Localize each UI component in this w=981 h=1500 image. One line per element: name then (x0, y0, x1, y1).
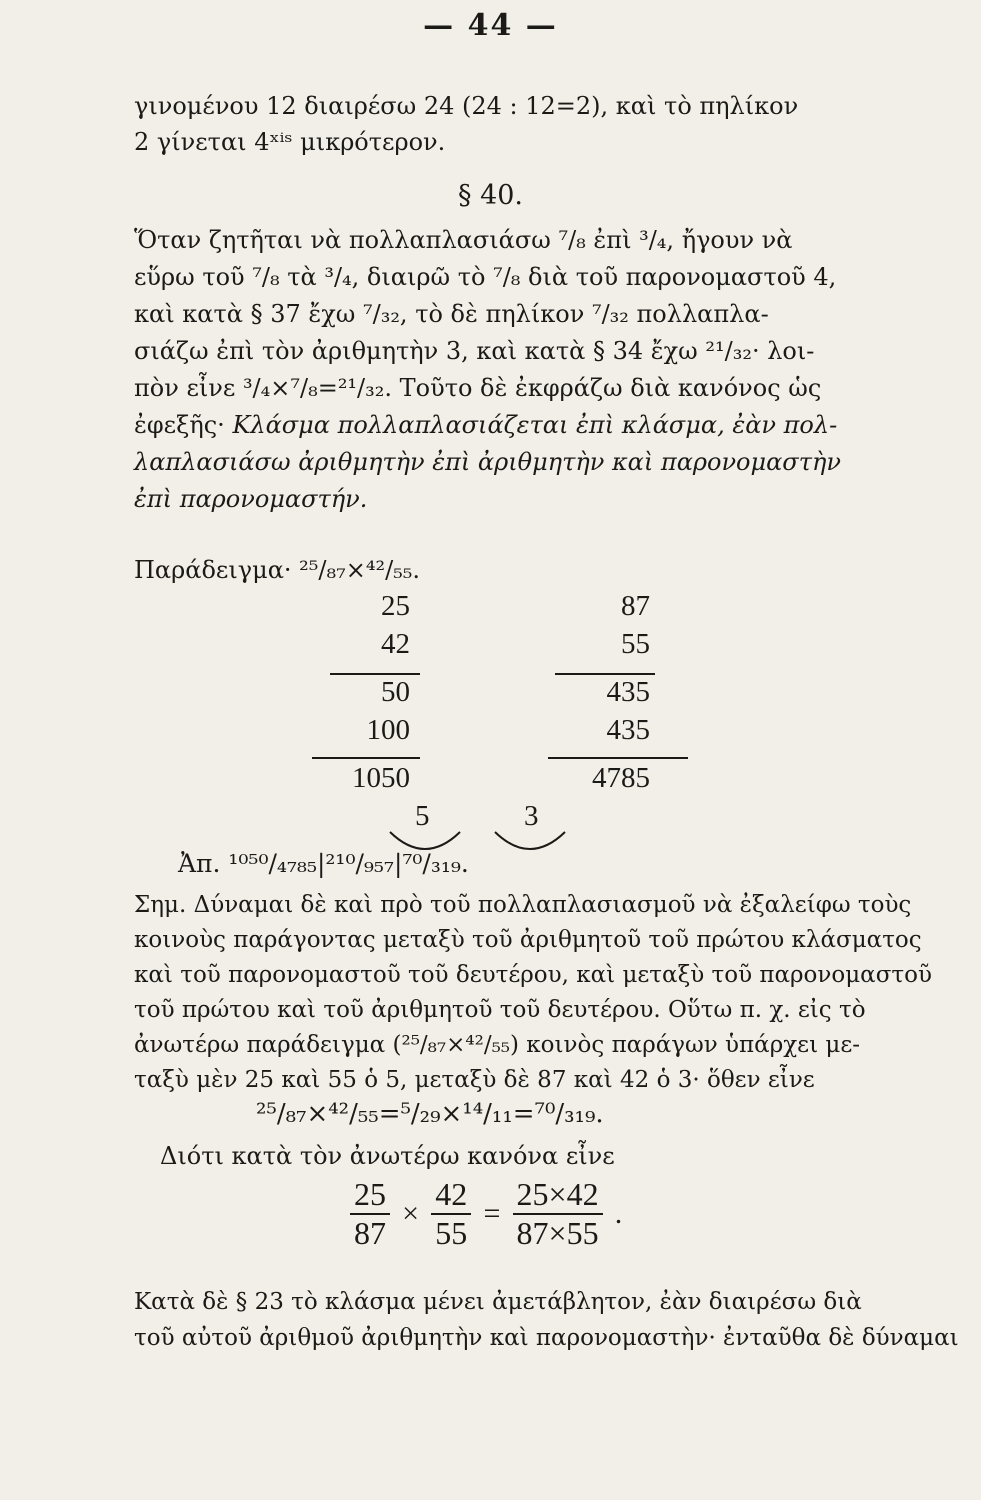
rule-line (134, 407, 914, 444)
text-line: γινομένου 12 διαιρέσω 24 (24 : 12=2), καὶ τὸ πηλίκον (134, 92, 799, 120)
text-line: ταξὺ μὲν 25 καὶ 55 ὁ 5, μεταξὺ δὲ 87 καὶ 42 ὁ 3· ὅθεν εἶνε (134, 1067, 815, 1093)
equals-sign: = (483, 1197, 501, 1230)
fraction-equation (350, 1176, 624, 1252)
work-rule (555, 673, 655, 675)
fraction (513, 1176, 603, 1252)
rule-italic-text: Κλάσμα πολλαπλασιάζεται ἐπὶ κλάσμα, ἐὰν πολ- (232, 411, 838, 439)
text-line: ἀνωτέρω παράδειγμα (²⁵/₈₇×⁴²/₅₅) κοινὸς παράγων ὑπάρχει με- (134, 1032, 861, 1058)
text-line: κοινοὺς παράγοντας μεταξὺ τοῦ ἀριθμητοῦ τοῦ πρώτου κλάσματος (134, 927, 922, 953)
work-number: 42 (381, 628, 410, 660)
times-sign: × (402, 1197, 420, 1230)
work-number: 435 (606, 676, 650, 708)
section-paragraph (134, 222, 914, 518)
denominator: 55 (435, 1215, 468, 1251)
section-heading: § 40. (457, 180, 524, 211)
work-number: 87 (621, 590, 650, 622)
fraction (431, 1176, 471, 1252)
numerator: 42 (431, 1176, 471, 1215)
work-number: 50 (381, 676, 410, 708)
page-number: — 44 — (423, 8, 558, 43)
example-line: Παράδειγμα· ²⁵/₈₇×⁴²/₅₅. (134, 556, 421, 584)
work-rule (548, 757, 688, 759)
text-line: Σημ. Δύναμαι δὲ καὶ πρὸ τοῦ πολλαπλασιασμοῦ νὰ ἐξαλείφω τοὺς (134, 892, 912, 918)
reduction-factor: 5 (415, 800, 430, 832)
work-rule (312, 757, 420, 759)
rule-line: λαπλασιάσω ἀριθμητὴν ἐπὶ ἀριθμητὴν καὶ παρονομαστὴν (134, 448, 841, 476)
work-number: 25 (381, 590, 410, 622)
denominator: 87×55 (516, 1215, 599, 1251)
intro-paragraph (134, 88, 914, 160)
text-line: καὶ κατὰ § 37 ἔχω ⁷/₃₂, τὸ δὲ πηλίκον ⁷/₃₂ πολλαπλα- (134, 300, 769, 328)
text-line: Κατὰ δὲ § 23 τὸ κλάσμα μένει ἀμετάβλητον, ἐὰν διαιρέσω διὰ (134, 1289, 862, 1315)
fraction (350, 1176, 390, 1252)
work-number: 100 (366, 714, 410, 746)
text-line: 2 γίνεται 4ˣⁱˢ μικρότερον. (134, 128, 446, 156)
rule-line: ἐπὶ παρονομαστήν. (134, 485, 368, 513)
period: . (614, 1197, 623, 1230)
because-line: Διότι κατὰ τὸν ἀνωτέρω κανόνα εἶνε (160, 1142, 615, 1170)
work-number: 55 (621, 628, 650, 660)
rule-lead: ἐφεξῆς· (134, 411, 225, 439)
answer-line: Ἀπ. ¹⁰⁵⁰/₄₇₈₅|²¹⁰/₉₅₇|⁷⁰/₃₁₉. (178, 849, 469, 878)
text-line: εὕρω τοῦ ⁷/₈ τὰ ³/₄, διαιρῶ τὸ ⁷/₈ διὰ τοῦ παρονομαστοῦ 4, (134, 263, 837, 291)
equation-line: ²⁵/₈₇×⁴²/₅₅=⁵/₂₉×¹⁴/₁₁=⁷⁰/₃₁₉. (256, 1099, 604, 1129)
text-line: Ὅταν ζητῆται νὰ πολλαπλασιάσω ⁷/₈ ἐπὶ ³/₄, ἤγουν νὰ (134, 226, 793, 254)
text-line: καὶ τοῦ παρονομαστοῦ τοῦ δευτέρου, καὶ μεταξὺ τοῦ παρονομαστοῦ (134, 962, 932, 988)
work-rule (330, 673, 420, 675)
note-paragraph (134, 888, 932, 1098)
work-number: 1050 (352, 762, 410, 794)
work-number: 435 (606, 714, 650, 746)
text-line: τοῦ πρώτου καὶ τοῦ ἀριθμητοῦ τοῦ δευτέρου. Οὕτω π. χ. εἰς τὸ (134, 997, 866, 1023)
denominator: 87 (354, 1215, 386, 1251)
final-paragraph (134, 1284, 959, 1356)
numerator: 25 (350, 1176, 390, 1215)
text-line: σιάζω ἐπὶ τὸν ἀριθμητὴν 3, καὶ κατὰ § 34 ἔχω ²¹/₃₂· λοι- (134, 337, 815, 365)
text-line: τοῦ αὐτοῦ ἀριθμοῦ ἀριθμητὴν καὶ παρονομαστὴν· ἐνταῦθα δὲ δύναμαι (134, 1325, 959, 1351)
numerator: 25×42 (513, 1176, 603, 1215)
text-line: πὸν εἶνε ³/₄×⁷/₈=²¹/₃₂. Τοῦτο δὲ ἐκφράζω διὰ κανόνος ὡς (134, 374, 822, 402)
work-number: 4785 (592, 762, 650, 794)
reduction-factor: 3 (524, 800, 539, 832)
